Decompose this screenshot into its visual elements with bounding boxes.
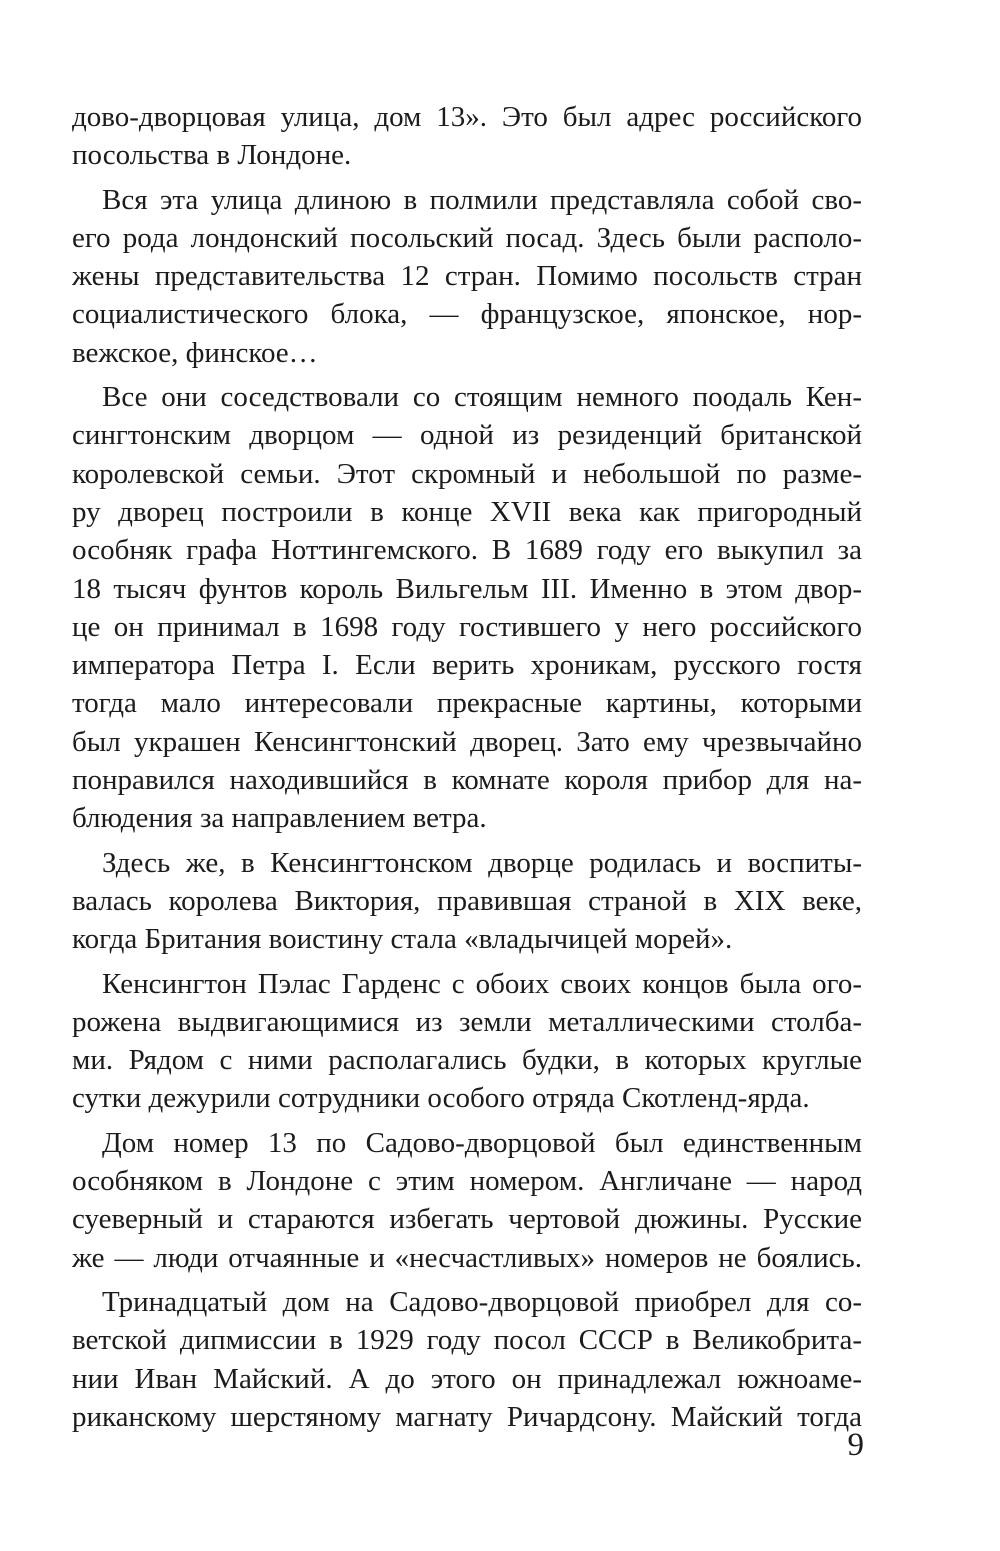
text-line: дово-дворцовая улица, дом 13». Это был адрес российского <box>72 101 862 133</box>
text-line: особняк графа Ноттингемского. В 1689 году его выкупил за <box>72 534 862 567</box>
text-line: Вся эта улица длиною в полмили представляла собой сво- <box>102 183 862 216</box>
paragraph-2 <box>72 181 862 372</box>
text-line: 18 тысяч фунтов король Вильгельм III. Именно в этом двор- <box>72 572 862 605</box>
text-line: суеверный и стараются избегать чертовой дюжины. Русские <box>72 1203 862 1236</box>
text-line: его рода лондонский посольский посад. Здесь были располо- <box>72 221 862 254</box>
text-line: риканскому шерстяному магнату Ричардсону. Майский тогда <box>72 1400 862 1433</box>
body-text <box>72 98 862 1442</box>
text-line: королевской семьи. Этот скромный и небольшой по разме- <box>72 457 862 490</box>
paragraph-5 <box>72 965 862 1118</box>
text-line: сингтонским дворцом — одной из резиденций британской <box>72 419 862 452</box>
text-line: тогда мало интересовали прекрасные картины, которыми <box>72 687 862 720</box>
text-line: же — люди отчаянные и «несчастливых» номеров не боялись. <box>72 1241 862 1274</box>
text-line: ветской дипмиссии в 1929 году посол СССР в Великобрита- <box>72 1324 862 1357</box>
text-line: нии Иван Майский. А до этого он принадлежал южноаме- <box>72 1362 862 1395</box>
text-line: Кенсингтон Пэлас Гарденс с обоих своих концов была ого- <box>102 967 862 1000</box>
paragraph-6 <box>72 1124 862 1277</box>
text-line: валась королева Виктория, правившая страной в XIX веке, <box>72 884 862 917</box>
text-line: социалистического блока, — французское, японское, нор- <box>72 298 862 331</box>
text-line: особняком в Лондоне с этим номером. Англичане — народ <box>72 1165 862 1198</box>
paragraph-7 <box>72 1283 862 1436</box>
text-line: ру дворец построили в конце XVII века как пригородный <box>72 495 862 528</box>
text-line: рожена выдвигающимися из земли металлическими столба- <box>72 1005 862 1038</box>
text-line: жены представительства 12 стран. Помимо посольств стран <box>72 260 862 293</box>
text-line: когда Британия воистину стала «владычицей морей». <box>72 923 733 956</box>
text-line: Тринадцатый дом на Садово-дворцовой приобрел для со- <box>102 1285 862 1318</box>
text-line: был украшен Кенсингтонский дворец. Зато ему чрезвычайно <box>72 725 862 758</box>
text-line: Все они соседствовали со стоящим немного поодаль Кен- <box>102 381 862 414</box>
text-line: ми. Рядом с ними располагались будки, в которых круглые <box>72 1044 862 1077</box>
text-line: сутки дежурили сотрудники особого отряда Скотленд-ярда. <box>72 1082 810 1115</box>
text-line: посольства в Лондоне. <box>72 139 352 172</box>
text-line: императора Петра I. Если верить хроникам, русского гостя <box>72 649 862 682</box>
paragraph-1 <box>72 98 862 175</box>
text-line: це он принимал в 1698 году гостившего у него российского <box>72 610 862 643</box>
page-number: 9 <box>847 1427 864 1463</box>
paragraph-4 <box>72 844 862 959</box>
text-line: блюдения за направлением ветра. <box>72 802 487 835</box>
paragraph-3 <box>72 378 862 838</box>
text-line: понравился находившийся в комнате короля прибор для на- <box>72 764 862 797</box>
text-line: Дом номер 13 по Садово-дворцовой был единственным <box>102 1126 862 1159</box>
text-line: вежское, финское… <box>72 336 318 369</box>
text-line: Здесь же, в Кенсингтонском дворце родилась и воспиты- <box>102 846 862 879</box>
